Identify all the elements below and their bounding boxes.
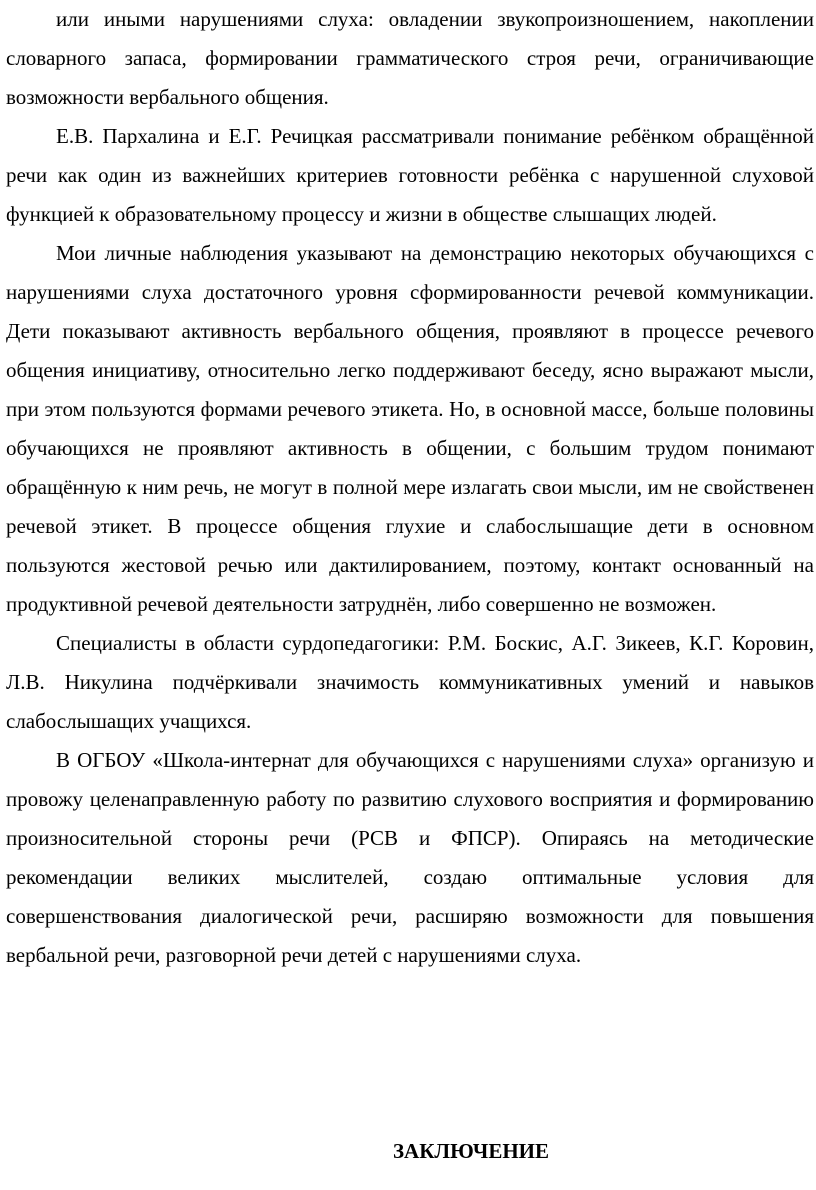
paragraph-continuation: или иными нарушениями слуха: овладении звукопроизношением, накоплении словарного запаса, формировании грамматического строя речи, ограничивающие возможности вербального общения. [6, 7, 814, 109]
section-heading-conclusion: ЗАКЛЮЧЕНИЕ [392, 1139, 550, 1163]
paragraph-school-work: В ОГБОУ «Школа-интернат для обучающихся с нарушениями слуха» организую и провожу целенаправленную работу по развитию слухового восприятия и формированию произносительной стороны речи (РСВ и ФПСР). Опираясь на методические рекомендации великих мыслителей, создаю оптимальные условия для совершенствования диалогической речи, расширяю возможности для повышения вербальной речи, разговорной речи детей с нарушениями слуха. [6, 748, 814, 967]
paragraph-personal-observations: Мои личные наблюдения указывают на демонстрацию некоторых обучающихся с нарушениями слуха достаточного уровня сформированности речевой коммуникации. Дети показывают активность вербального общения, проявляют в процессе речевого общения инициативу, относительно легко поддерживают беседу, ясно выражают мысли, при этом пользуются формами речевого этикета. Но, в основной массе, больше половины обучающихся не проявляют активность в общении, с большим трудом понимают обращённую к ним речь, не могут в полной мере излагать свои мысли, им не свойственен речевой этикет. В процессе общения глухие и слабослышащие дети в основном пользуются жестовой речью или дактилированием, поэтому, контакт основанный на продуктивной речевой деятельности затруднён, либо совершенно не возможен. [6, 241, 814, 616]
paragraph-parkhalina-rechitskaya: Е.В. Пархалина и Е.Г. Речицкая рассматривали понимание ребёнком обращённой речи как один из важнейших критериев готовности ребёнка с нарушенной слуховой функцией к образовательному процессу и жизни в обществе слышащих людей. [6, 124, 814, 226]
paragraph-surdopedagogy-specialists: Специалисты в области сурдопедагогики: Р.М. Боскис, А.Г. Зикеев, К.Г. Коровин, Л.В. Никулина подчёркивали значимость коммуникативных умений и навыков слабослышащих учащихся. [6, 631, 814, 733]
document-page [6, 0, 814, 1190]
